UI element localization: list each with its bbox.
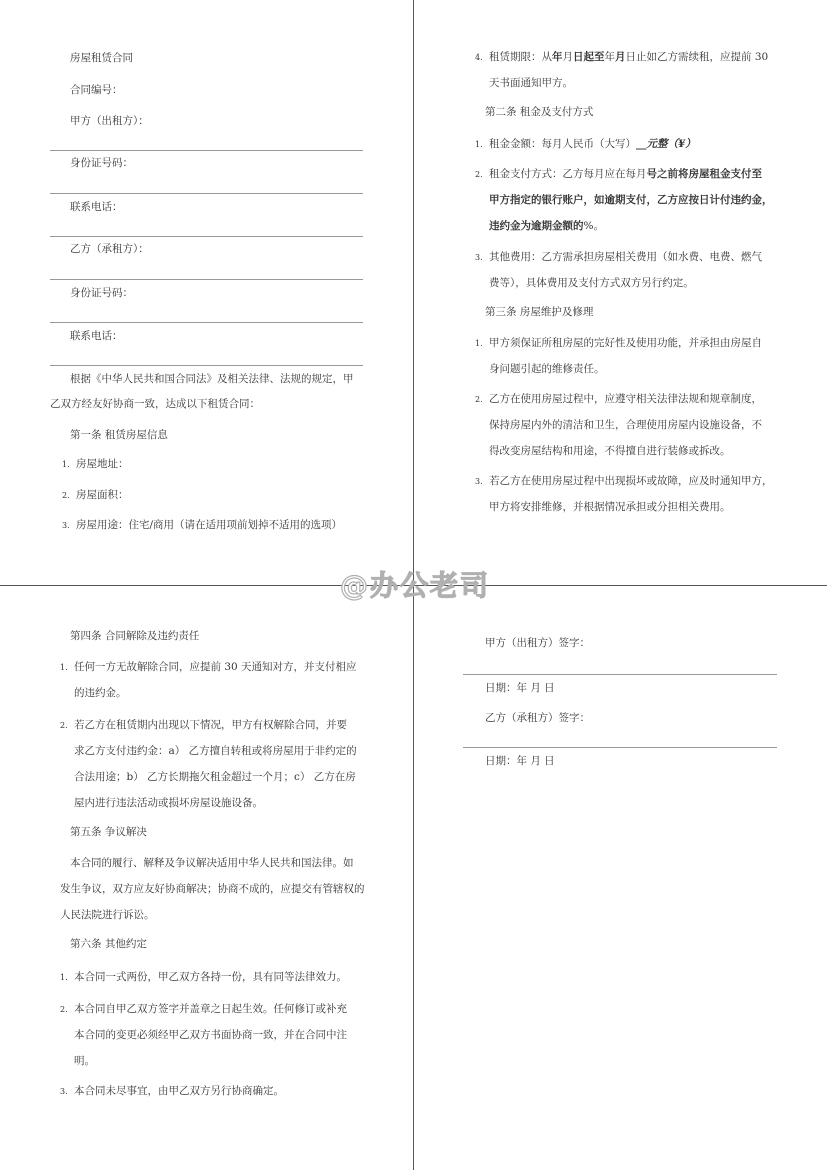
article-3-item: 1. 甲方须保证所租房屋的完好性及使用功能，并承担由房屋自 身问题引起的维修责任。 [475,337,762,375]
party-a-date: 日期：年 月 日 [485,682,555,694]
article-6-item: 3. 本合同未尽事宜，由甲乙双方另行协商确定。 [60,1085,284,1097]
lease-term-line-1: 租赁期限：从年月日起至年月日止如乙方需续租，应提前 30 [489,51,769,63]
fill-line [50,236,363,237]
article-1-item [62,482,362,508]
intro-line-1: 根据《中华人民共和国合同法》及相关法律、法规的规定，甲 [70,373,354,385]
party-b-label: 乙方（承租方）： [70,243,149,255]
item-number: 1. [475,140,483,149]
item-number: 3. [475,477,483,486]
fill-line [50,365,363,366]
item-number: 2. [475,170,483,179]
article-1-item [62,451,362,477]
rent-amount-blank: __元整（¥） [636,138,696,150]
article-5-heading: 第五条 争议解决 [70,826,147,838]
page-1 [50,38,370,558]
item-number: 2. [475,395,483,404]
item-number: 4. [475,53,483,62]
contract-number-label: 合同编号： [70,84,123,96]
party-a-label: 甲方（出租方）： [70,115,149,127]
lease-term-item [475,44,785,96]
other-fees-item: 3. 其他费用：乙方需承担房屋相关费用（如水费、电费、燃气 费等），具体费用及支付方式双方另行约定。 [475,251,762,289]
article-2-heading: 第二条 租金及支付方式 [485,106,594,118]
watermark-logo: @办公老司 [339,569,490,602]
page-2 [475,38,795,538]
item-number: 1. [60,663,68,672]
item-text: 房屋面积： [76,489,129,501]
rent-amount-item: 1. 租金金额：每月人民币（大写）__元整（¥） [475,138,696,150]
article-1-item [62,512,362,538]
item-number: 1. [62,460,70,469]
fill-line [50,150,363,151]
item-number: 3. [60,1087,68,1096]
item-text: 房屋地址： [76,458,129,470]
party-b-id-label: 身份证号码： [70,287,133,299]
contract-title: 房屋租赁合同 [70,52,133,64]
page-4-signatures [463,625,783,775]
party-b-phone-label: 联系电话： [70,330,123,342]
signature-line [463,747,777,748]
article-6-item: 1. 本合同一式两份，甲乙双方各持一份，具有同等法律效力。 [60,971,347,983]
fill-line [50,279,363,280]
item-number: 1. [475,339,483,348]
article-4-heading: 第四条 合同解除及违约责任 [70,630,200,642]
fill-line [50,322,363,323]
item-number: 2. [60,721,68,730]
article-4-item: 2. 若乙方在租赁期内出现以下情况，甲方有权解除合同，并要 求乙方支付违约金：a） 乙方擅自转租或将房屋用于非约定的 合法用途；b） 乙方长期拖欠租金超过一个月；c） 乙方在房 屋内进行违法活动或损坏房屋设施设备。 [60,719,357,809]
page-3 [60,620,370,1110]
item-number: 3. [475,253,483,262]
article-5-paragraph: 本合同的履行、解释及争议解决适用中华人民共和国法律。如 发生争议，双方应友好协商解决；协商不成的，应提交有管辖权的 人民法院进行诉讼。 [60,857,365,921]
article-1-heading: 第一条 租赁房屋信息 [70,429,168,441]
payment-method-item: 2. 租金支付方式：乙方每月应在每月号之前将房屋租金支付至 甲方指定的银行账户，如逾期支付，乙方应按日计付违约金， 违约金为逾期金额的%。 [475,168,773,232]
item-text: 房屋用途：住宅/商用（请在适用项前划掉不适用的选项） [76,519,343,531]
item-number: 2. [62,491,70,500]
item-number: 2. [60,1005,68,1014]
party-b-date: 日期：年 月 日 [485,755,555,767]
article-3-heading: 第三条 房屋维护及修理 [485,306,594,318]
article-3-item: 3. 若乙方在使用房屋过程中出现损坏或故障，应及时通知甲方， 甲方将安排维修，并根据情况承担或分担相关费用。 [475,475,773,513]
article-4-item: 1. 任何一方无故解除合同，应提前 30 天通知对方，并支付相应 的违约金。 [60,661,357,699]
signature-line [463,674,777,675]
party-a-signature-label: 甲方（出租方）签字： [485,637,590,649]
article-3-item: 2. 乙方在使用房屋过程中，应遵守相关法律法规和规章制度， 保持房屋内外的清洁和卫生，合理使用房屋内设施设备，不 得改变房屋结构和用途，不得擅自进行装修或拆改。 [475,393,762,457]
party-a-phone-label: 联系电话： [70,201,123,213]
intro-line-2: 乙双方经友好协商一致，达成以下租赁合同： [50,398,260,410]
party-a-id-label: 身份证号码： [70,157,133,169]
article-6-heading: 第六条 其他约定 [70,938,147,950]
lease-term-line-2: 天书面通知甲方。 [489,77,573,89]
item-number: 1. [60,973,68,982]
fill-line [50,193,363,194]
article-6-item: 2. 本合同自甲乙双方签字并盖章之日起生效。任何修订或补充 本合同的变更必须经甲乙双方书面协商一致，并在合同中注 明。 [60,1003,347,1067]
item-number: 3. [62,521,70,530]
party-b-signature-label: 乙方（承租方）签字： [485,712,590,724]
